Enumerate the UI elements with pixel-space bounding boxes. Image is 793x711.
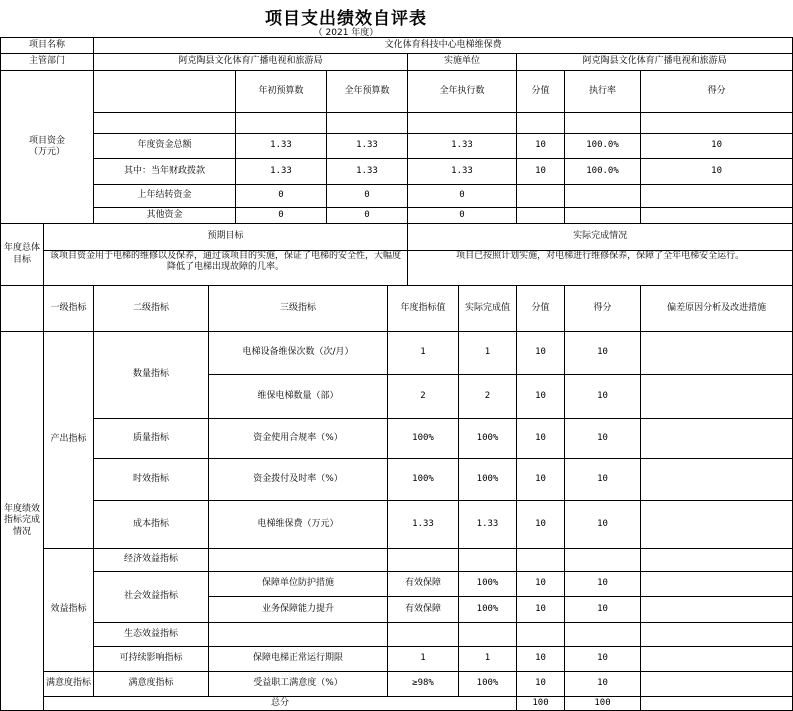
- social-indicator-label: 社会效益指标: [94, 572, 209, 623]
- indicator-score-value: 10: [517, 501, 565, 549]
- funds-rate: [565, 185, 641, 208]
- indicator-reason: [641, 375, 793, 419]
- indicator-actual: 1: [459, 332, 517, 375]
- funds-row-label: 上年结转资金: [94, 185, 236, 208]
- indicator-target: 有效保障: [388, 597, 459, 623]
- row-indicator-header: [1, 286, 793, 332]
- indicator-name: 电梯维保费（万元）: [209, 501, 388, 549]
- indicator-actual: 100%: [459, 419, 517, 459]
- indicator-row: [1, 623, 793, 647]
- funds-header-initial: 年初预算数: [236, 71, 327, 113]
- benefit-indicator-label: 效益指标: [44, 549, 94, 672]
- funds-executed: 1.33: [408, 134, 517, 159]
- performance-section-label: 年度绩效指标完成情况: [1, 332, 44, 711]
- header-reason: 偏差原因分析及改进措施: [641, 286, 793, 332]
- indicator-row: [1, 332, 793, 375]
- output-indicator-label: 产出指标: [44, 332, 94, 549]
- dept-value: 阿克陶县文化体育广播电视和旅游局: [94, 54, 408, 71]
- indicator-reason: [641, 459, 793, 501]
- indicator-row: [1, 419, 793, 459]
- header-score-value: 分值: [517, 286, 565, 332]
- row-funds-header: [1, 71, 793, 113]
- funds-score-value: 10: [517, 134, 565, 159]
- header-actual: 实际完成值: [459, 286, 517, 332]
- funds-annual: 1.33: [327, 134, 408, 159]
- funds-header-score-value: 分值: [517, 71, 565, 113]
- quality-indicator-label: 质量指标: [94, 419, 209, 459]
- indicator-score-value: 10: [517, 419, 565, 459]
- funds-row-label: 年度资金总额: [94, 134, 236, 159]
- actual-result-text: 项目已按照计划实施，对电梯进行维修保养，保障了全年电梯安全运行。: [408, 251, 793, 286]
- indicator-score: 10: [565, 597, 641, 623]
- indicator-reason: [641, 332, 793, 375]
- indicator-score-value: 10: [517, 597, 565, 623]
- indicator-target: 2: [388, 375, 459, 419]
- indicator-row: [1, 572, 793, 597]
- indicator-score-value: 10: [517, 672, 565, 697]
- funds-header-executed: 全年执行数: [408, 71, 517, 113]
- cost-indicator-label: 成本指标: [94, 501, 209, 549]
- funds-rate: [565, 208, 641, 224]
- satisfaction-indicator-label: 满意度指标: [44, 672, 94, 697]
- impl-unit-value: 阿克陶县文化体育广播电视和旅游局: [517, 54, 793, 71]
- indicator-actual: 100%: [459, 572, 517, 597]
- funds-rate: 100.0%: [565, 134, 641, 159]
- funds-score: [641, 185, 793, 208]
- row-goals-header: [1, 224, 793, 251]
- indicator-reason: [641, 572, 793, 597]
- indicator-actual: 1: [459, 647, 517, 672]
- total-score-value: 100: [517, 697, 565, 711]
- indicator-score-value: 10: [517, 375, 565, 419]
- form-title: 项目支出绩效自评表: [265, 9, 427, 29]
- indicator-row: [1, 672, 793, 697]
- indicator-reason: [641, 672, 793, 697]
- indicator-score: 10: [565, 375, 641, 419]
- indicator-target: 有效保障: [388, 572, 459, 597]
- project-name-value: 文化体育科技中心电梯维保费: [94, 38, 793, 54]
- indicator-name: 保障电梯正常运行期限: [209, 647, 388, 672]
- funds-score: [641, 208, 793, 224]
- funds-score: 10: [641, 159, 793, 185]
- indicator-score: 10: [565, 672, 641, 697]
- row-total: [1, 697, 793, 711]
- indicator-header-blank: [1, 286, 44, 332]
- annual-goals-label: 年度总体目标: [1, 224, 44, 286]
- quantity-indicator-label: 数量指标: [94, 332, 209, 419]
- indicator-target: 100%: [388, 459, 459, 501]
- evaluation-table: [0, 37, 793, 711]
- row-funds-carryover: [1, 185, 793, 208]
- funds-initial: 1.33: [236, 159, 327, 185]
- row-project-name: [1, 38, 793, 54]
- indicator-target: 1.33: [388, 501, 459, 549]
- header-score: 得分: [565, 286, 641, 332]
- indicator-score: 10: [565, 419, 641, 459]
- timeliness-indicator-label: 时效指标: [94, 459, 209, 501]
- row-funds-total: [1, 134, 793, 159]
- row-funds-other: [1, 208, 793, 224]
- indicator-score: 10: [565, 459, 641, 501]
- indicator-row: [1, 647, 793, 672]
- funds-section-label: 项目资金 （万元）: [1, 71, 94, 224]
- indicator-score-value: 10: [517, 459, 565, 501]
- impl-unit-label: 实施单位: [408, 54, 517, 71]
- funds-initial: 0: [236, 185, 327, 208]
- row-department: [1, 54, 793, 71]
- funds-row-label: 其中：当年财政拨款: [94, 159, 236, 185]
- funds-header-rate: 执行率: [565, 71, 641, 113]
- header-target: 年度指标值: [388, 286, 459, 332]
- economic-indicator-label: 经济效益指标: [94, 549, 209, 572]
- row-funds-blank: [1, 113, 793, 134]
- satisfaction-sub-label: 满意度指标: [94, 672, 209, 697]
- total-reason: [641, 697, 793, 711]
- funds-annual: 1.33: [327, 159, 408, 185]
- dept-label: 主管部门: [1, 54, 94, 71]
- expected-goal-header: 预期目标: [44, 224, 408, 251]
- funds-score: 10: [641, 134, 793, 159]
- funds-header-annual: 全年预算数: [327, 71, 408, 113]
- indicator-reason: [641, 597, 793, 623]
- header-level1: 一级指标: [44, 286, 94, 332]
- indicator-row: [1, 501, 793, 549]
- indicator-row: [1, 549, 793, 572]
- indicator-score-value: 10: [517, 647, 565, 672]
- ecological-indicator-label: 生态效益指标: [94, 623, 209, 647]
- indicator-score: 10: [565, 332, 641, 375]
- sustainable-indicator-label: 可持续影响指标: [94, 647, 209, 672]
- indicator-target: 100%: [388, 419, 459, 459]
- indicator-name: 业务保障能力提升: [209, 597, 388, 623]
- indicator-score: 10: [565, 647, 641, 672]
- indicator-score-value: 10: [517, 572, 565, 597]
- indicator-actual: 100%: [459, 597, 517, 623]
- indicator-actual: 100%: [459, 459, 517, 501]
- indicator-name: 电梯设备维保次数（次/月）: [209, 332, 388, 375]
- indicator-score: 10: [565, 572, 641, 597]
- indicator-reason: [641, 419, 793, 459]
- funds-executed: 0: [408, 208, 517, 224]
- indicator-actual: 1.33: [459, 501, 517, 549]
- header-level2: 二级指标: [94, 286, 209, 332]
- actual-result-header: 实际完成情况: [408, 224, 793, 251]
- project-name-label: 项目名称: [1, 38, 94, 54]
- funds-initial: 0: [236, 208, 327, 224]
- indicator-name: 维保电梯数量（部）: [209, 375, 388, 419]
- total-label: 总分: [44, 697, 517, 711]
- indicator-actual: 100%: [459, 672, 517, 697]
- funds-initial: 1.33: [236, 134, 327, 159]
- funds-header-score: 得分: [641, 71, 793, 113]
- funds-score-value: [517, 185, 565, 208]
- indicator-score-value: 10: [517, 332, 565, 375]
- funds-score-value: [517, 208, 565, 224]
- funds-annual: 0: [327, 208, 408, 224]
- indicator-score: 10: [565, 501, 641, 549]
- indicator-target: 1: [388, 332, 459, 375]
- funds-score-value: 10: [517, 159, 565, 185]
- indicator-name: 保障单位防护措施: [209, 572, 388, 597]
- total-score: 100: [565, 697, 641, 711]
- expected-goal-text: 该项目资金用于电梯的维修以及保养，通过该项目的实施，保证了电梯的安全性，大幅度降低了电梯出现故障的几率。: [44, 251, 408, 286]
- indicator-target: 1: [388, 647, 459, 672]
- indicator-name: 资金使用合规率（%）: [209, 419, 388, 459]
- row-goals-text: [1, 251, 793, 286]
- indicator-reason: [641, 647, 793, 672]
- indicator-target: ≥98%: [388, 672, 459, 697]
- indicator-row: [1, 459, 793, 501]
- indicator-actual: 2: [459, 375, 517, 419]
- indicator-name: 受益职工满意度（%）: [209, 672, 388, 697]
- form-year: （ 2021 年度）: [313, 28, 379, 38]
- indicator-reason: [641, 501, 793, 549]
- row-funds-fiscal: [1, 159, 793, 185]
- funds-row-label: 其他资金: [94, 208, 236, 224]
- funds-rate: 100.0%: [565, 159, 641, 185]
- funds-executed: 1.33: [408, 159, 517, 185]
- funds-header-blank: [94, 71, 236, 113]
- funds-executed: 0: [408, 185, 517, 208]
- indicator-name: 资金拨付及时率（%）: [209, 459, 388, 501]
- header-level3: 三级指标: [209, 286, 388, 332]
- funds-annual: 0: [327, 185, 408, 208]
